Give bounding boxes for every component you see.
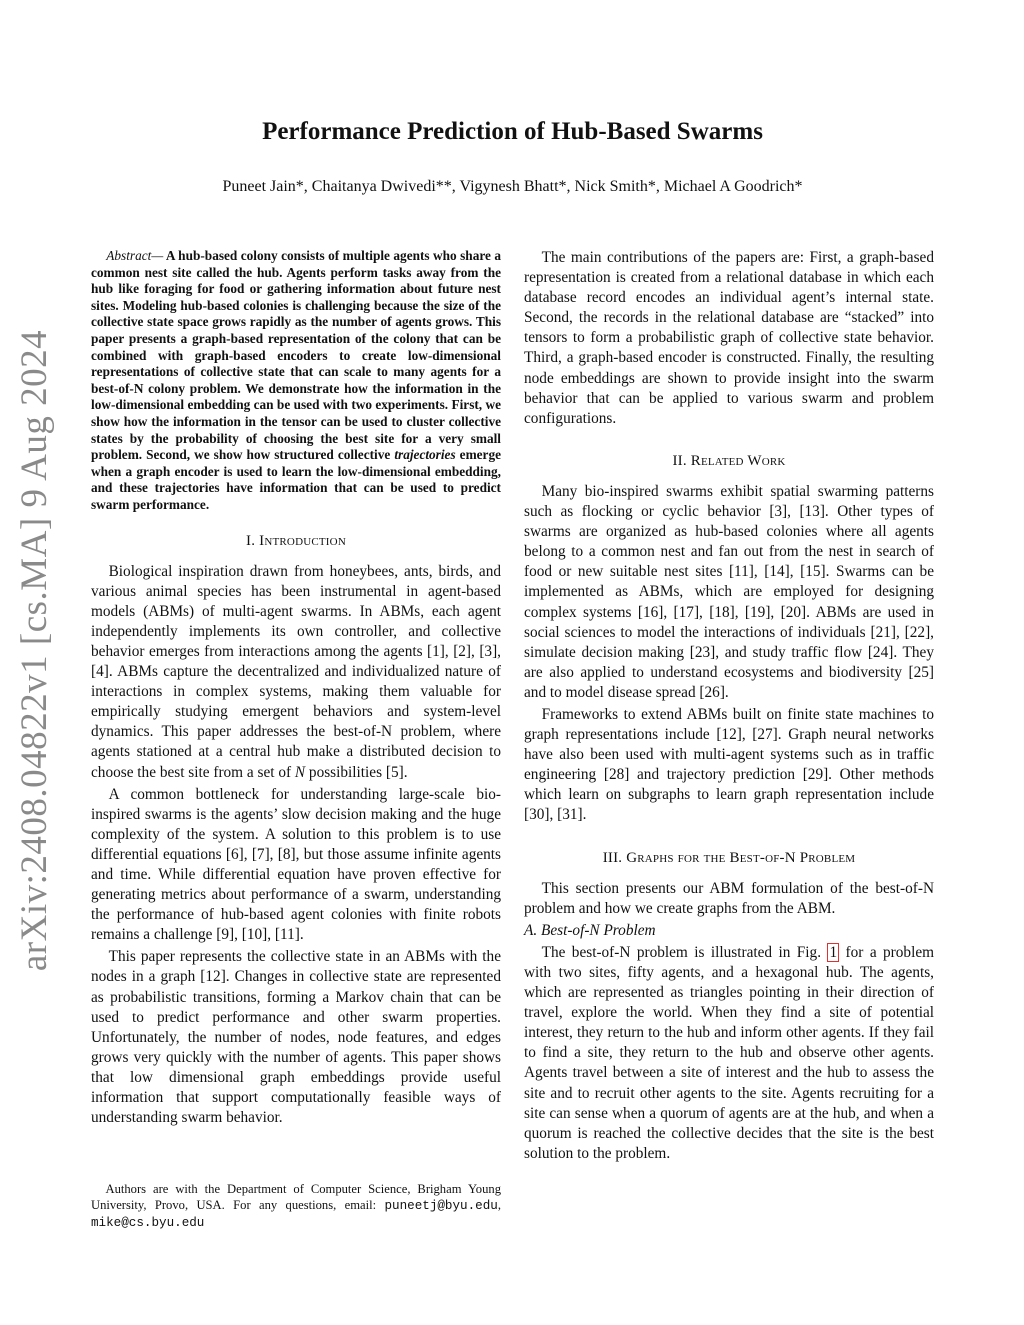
- section-number: III.: [602, 849, 627, 866]
- abstract-text-after: emerge when a graph encoder is used to learn the low-dimensional embedding, and these trajectories have information that can be used to predict swarm performance.: [91, 447, 502, 512]
- footnote-text: Authors are with the Department of Computer Science, Brigham Young University, Provo, USA. For any questions, email:: [91, 1182, 501, 1212]
- arxiv-identifier-stamp: [12, 329, 57, 971]
- section-number: II.: [672, 452, 691, 469]
- email-link-2[interactable]: mike@cs.byu.edu: [91, 1216, 205, 1230]
- section-title: Graphs for the Best-of-N Problem: [626, 849, 856, 866]
- section-title: Introduction: [259, 532, 346, 549]
- intro-p1-tail: possibilities [5].: [305, 763, 408, 781]
- intro-p1-italic: N: [294, 763, 306, 781]
- best-of-n-text: The best-of-N problem is illustrated in Fig.: [541, 943, 828, 961]
- abstract-emphasis: trajectories: [394, 447, 456, 463]
- section-title: Related Work: [690, 452, 786, 469]
- arxiv-id: arXiv:2408.04822v1 [cs.MA] 9 Aug 2024: [14, 329, 56, 971]
- abstract-text-before: A hub-based colony consists of multiple agents who share a common nest site called the hub. Agents perform tasks away from the hub like foraging for food or gathering information about future nest sites. Modeling hub-based colonies is challenging because the size of the collective state space grows rapidly as the number of agents grows. This paper presents a graph-based representation of the colony that can be combined with graph-based encoders to create low-dimensional representations of collective state that can scale to many agents for a best-of-N colony problem. We demonstrate how the information in the low-dimensional embedding can be used with two experiments. First, we show how the information in the tensor can be used to cluster collective states by the probability of choosing the best site for a very small problem. Second, we show how structured collective: [91, 248, 501, 463]
- intro-paragraph-1: [91, 562, 501, 783]
- best-of-n-paragraph: [524, 943, 934, 1164]
- graphs-paragraph-1: This section presents our ABM formulation of the best-of-N problem and how we create graphs from the ABM.: [524, 879, 934, 917]
- left-column: [91, 248, 501, 1128]
- contributions-paragraph: The main contributions of the papers are: First, a graph-based representation is created from a relational database in which each database record encodes an individual agent’s internal state. Second, the records in the relational database are “stacked” into tensors to form a probabilistic graph of collective state behavior. Third, a graph-based encoder is constructed. Finally, the resulting node embeddings are shown to provide insight into the swarm behavior that can be applied to various swarm and problem configurations.: [524, 249, 934, 427]
- abstract-label: Abstract—: [106, 248, 164, 263]
- paper-title: Performance Prediction of Hub-Based Swarms: [262, 118, 763, 145]
- subsection-heading-best-of-n: A. Best-of-N Problem: [524, 921, 656, 939]
- abstract: [91, 248, 501, 514]
- section-heading-related-work: [524, 451, 934, 471]
- email-link-1[interactable]: puneetj@byu.edu: [384, 1199, 498, 1213]
- intro-p1-text: Biological inspiration drawn from honeybees, ants, birds, and various animal species has been instrumental in agent-based models (ABMs) of multi-agent swarms. In ABMs, each agent independently implements its own controller, and collective behavior emerges from interactions among the agents [1], [2], [3], [4]. ABMs capture the decentralized and individualized nature of interactions in complex systems, making them valuable for empirically studying emergent behaviors and system-level dynamics. This paper addresses the best-of-N problem, where agents stationed at a central hub make a distributed decision to choose the best site from a set of: [91, 562, 501, 781]
- related-paragraph-2: Frameworks to extend ABMs built on finite state machines to graph representations include [12], [27]. Graph neural networks have also been used with multi-agent systems such as in traffic engineering [28] and trajectory prediction [29]. Other methods which learn on subgraphs to learn graph representation include [30], [31].: [524, 705, 934, 824]
- related-paragraph-1: Many bio-inspired swarms exhibit spatial swarming patterns such as flocking or cyclic behavior [3], [13]. Other types of swarms are organized as hub-based colonies where all agents belong to a common nest and fan out from the nest in search of food or new suitable nest sites [11], [14], [15]. Swarms can be implemented as ABMs, which are employed for designing complex systems [16], [17], [18], [19], [20]. ABMs are used in social sciences to model the interactions of individuals [21], [22], simulate decision making [23], and study traffic flow [24]. They are also applied to understand ecosystems and biodiversity [25] and to model disease spread [26].: [524, 482, 934, 701]
- figure-reference-link[interactable]: 1: [829, 943, 838, 961]
- paper-authors: Puneet Jain*, Chaitanya Dwivedi**, Vigynesh Bhatt*, Nick Smith*, Michael A Goodrich*: [222, 178, 803, 195]
- best-of-n-tail: for a problem with two sites, fifty agents, and a hexagonal hub. The agents, which are represented as triangles pointing in their direction of travel, explore the world. When they find a site of potential interest, they return to the hub and inform other agents. If they fail to find a site, they return to the hub and observe other agents. Agents travel between a site of interest and the hub to assess the site and to recruit other agents to the site. Agents recruiting for a site can sense when a quorum of agents are at the hub, and when a quorum is reached the collective decides that the site is the best solution to the problem.: [524, 943, 935, 1162]
- intro-paragraph-2: A common bottleneck for understanding large-scale bio-inspired swarms is the agents’ slow decision making and the huge complexity of the system. A solution to this problem is to use differential equations [6], [7], [8], but those assume infinite agents and time. While differential equation have proven effective for generating metrics about performance of a swarm, understanding the performance of hub-based agent colonies with finite robots remains a challenge [9], [10], [11].: [91, 785, 501, 944]
- section-heading-introduction: [91, 531, 501, 551]
- section-number: I.: [246, 532, 260, 549]
- section-heading-graphs: [524, 848, 934, 868]
- footnote-separator: ,: [497, 1198, 501, 1212]
- intro-paragraph-3: This paper represents the collective state in an ABMs with the nodes in a graph [12]. Changes in collective state are represented as probabilistic transitions, forming a Markov chain that can be used to predict performance and other swarm properties. Unfortunately, the number of nodes, node features, and edges grows very quickly with the number of agents. This paper shows that low dimensional graph embeddings provide useful information that support computationally feasible ways of understanding swarm behavior.: [91, 948, 501, 1127]
- author-footnote: [91, 1181, 501, 1231]
- right-column: [524, 248, 934, 1164]
